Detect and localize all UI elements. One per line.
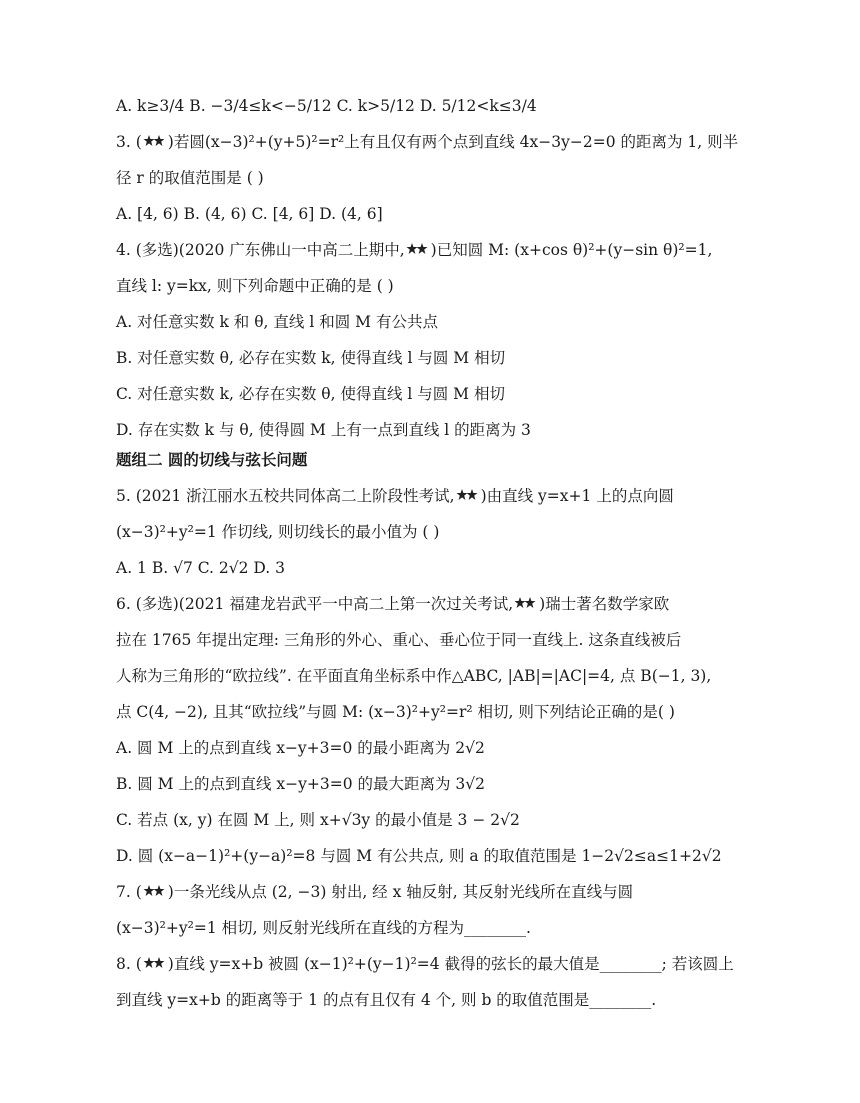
line-l12 <box>116 484 674 508</box>
line-l22: D. 圆 (x−a−1)²+(y−a)²=8 与圆 M 有公共点, 则 a 的取值范围是 1−2√2≤a≤1+2√2 <box>116 847 722 865</box>
line-l16: 拉在 1765 年提出定理: 三角形的外心、重心、垂心位于同一直线上. 这条直线被后 <box>116 631 682 649</box>
difficulty-star-icon <box>514 596 538 610</box>
line-l21: C. 若点 (x, y) 在圆 M 上, 则 x+√3y 的最小值是 3 − 2√2 <box>116 811 520 829</box>
line-l13: (x−3)²+y²=1 作切线, 则切线长的最小值为 ( ) <box>116 523 440 541</box>
line-l24: (x−3)²+y²=1 相切, 则反射光线所在直线的方程为________. <box>116 919 531 937</box>
line-l18: 点 C(4, −2), 且其“欧拉线”与圆 M: (x−3)²+y²=r² 相切, 则下列结论正确的是( ) <box>116 703 675 721</box>
difficulty-star-icon <box>406 242 430 256</box>
line-l25 <box>116 952 734 976</box>
suffix: )瑞士著名数学家欧 <box>539 595 670 613</box>
line-l20: B. 圆 M 上的点到直线 x−y+3=0 的最大距离为 3√2 <box>116 775 486 793</box>
prefix: 4. (多选)(2020 广东佛山一中高二上期中, <box>116 241 405 259</box>
suffix: )直线 y=x+b 被圆 (x−1)²+(y−1)²=4 截得的弦长的最大值是________; 若该圆上 <box>167 955 734 973</box>
line-l2 <box>116 130 738 154</box>
line-l17: 人称为三角形的“欧拉线”. 在平面直角坐标系中作△ABC, |AB|=|AC|=4, 点 B(−1, 3), <box>116 667 712 685</box>
suffix: )已知圆 M: (x+cos θ)²+(y−sin θ)²=1, <box>430 241 713 259</box>
line-l3: 径 r 的取值范围是 ( ) <box>116 169 264 187</box>
difficulty-star-icon <box>456 488 480 502</box>
line-l5 <box>116 238 712 262</box>
line-l26: 到直线 y=x+b 的距离等于 1 的点有且仅有 4 个, 则 b 的取值范围是________. <box>116 991 657 1009</box>
prefix: 5. (2021 浙江丽水五校共同体高二上阶段性考试, <box>116 487 455 505</box>
prefix: 3. ( <box>116 133 142 151</box>
section-heading: 题组二 圆的切线与弦长问题 <box>116 451 308 469</box>
line-l4: A. [4, 6) B. (4, 6) C. [4, 6] D. (4, 6] <box>116 205 383 223</box>
line-l15 <box>116 592 669 616</box>
line-l6: 直线 l: y=kx, 则下列命题中正确的是 ( ) <box>116 277 394 295</box>
suffix: )若圆(x−3)²+(y+5)²=r²上有且仅有两个点到直线 4x−3y−2=0 的距离为 1, 则半 <box>167 133 739 151</box>
line-l7: A. 对任意实数 k 和 θ, 直线 l 和圆 M 有公共点 <box>116 313 438 331</box>
prefix: 7. ( <box>116 883 142 901</box>
line-l19: A. 圆 M 上的点到直线 x−y+3=0 的最小距离为 2√2 <box>116 739 485 757</box>
line-l1: A. k≥3/4 B. −3/4≤k<−5/12 C. k>5/12 D. 5/12<k≤3/4 <box>116 97 537 115</box>
suffix: )由直线 y=x+1 上的点向圆 <box>480 487 674 505</box>
prefix: 8. ( <box>116 955 142 973</box>
line-l9: C. 对任意实数 k, 必存在实数 θ, 使得直线 l 与圆 M 相切 <box>116 385 505 403</box>
suffix: )一条光线从点 (2, −3) 射出, 经 x 轴反射, 其反射光线所在直线与圆 <box>167 883 634 901</box>
line-l8: B. 对任意实数 θ, 必存在实数 k, 使得直线 l 与圆 M 相切 <box>116 349 506 367</box>
difficulty-star-icon <box>143 134 167 148</box>
line-l23 <box>116 880 633 904</box>
line-l10: D. 存在实数 k 与 θ, 使得圆 M 上有一点到直线 l 的距离为 3 <box>116 421 531 439</box>
difficulty-star-icon <box>143 956 167 970</box>
difficulty-star-icon <box>143 884 167 898</box>
prefix: 6. (多选)(2021 福建龙岩武平一中高二上第一次过关考试, <box>116 595 514 613</box>
line-l14: A. 1 B. √7 C. 2√2 D. 3 <box>116 559 286 577</box>
